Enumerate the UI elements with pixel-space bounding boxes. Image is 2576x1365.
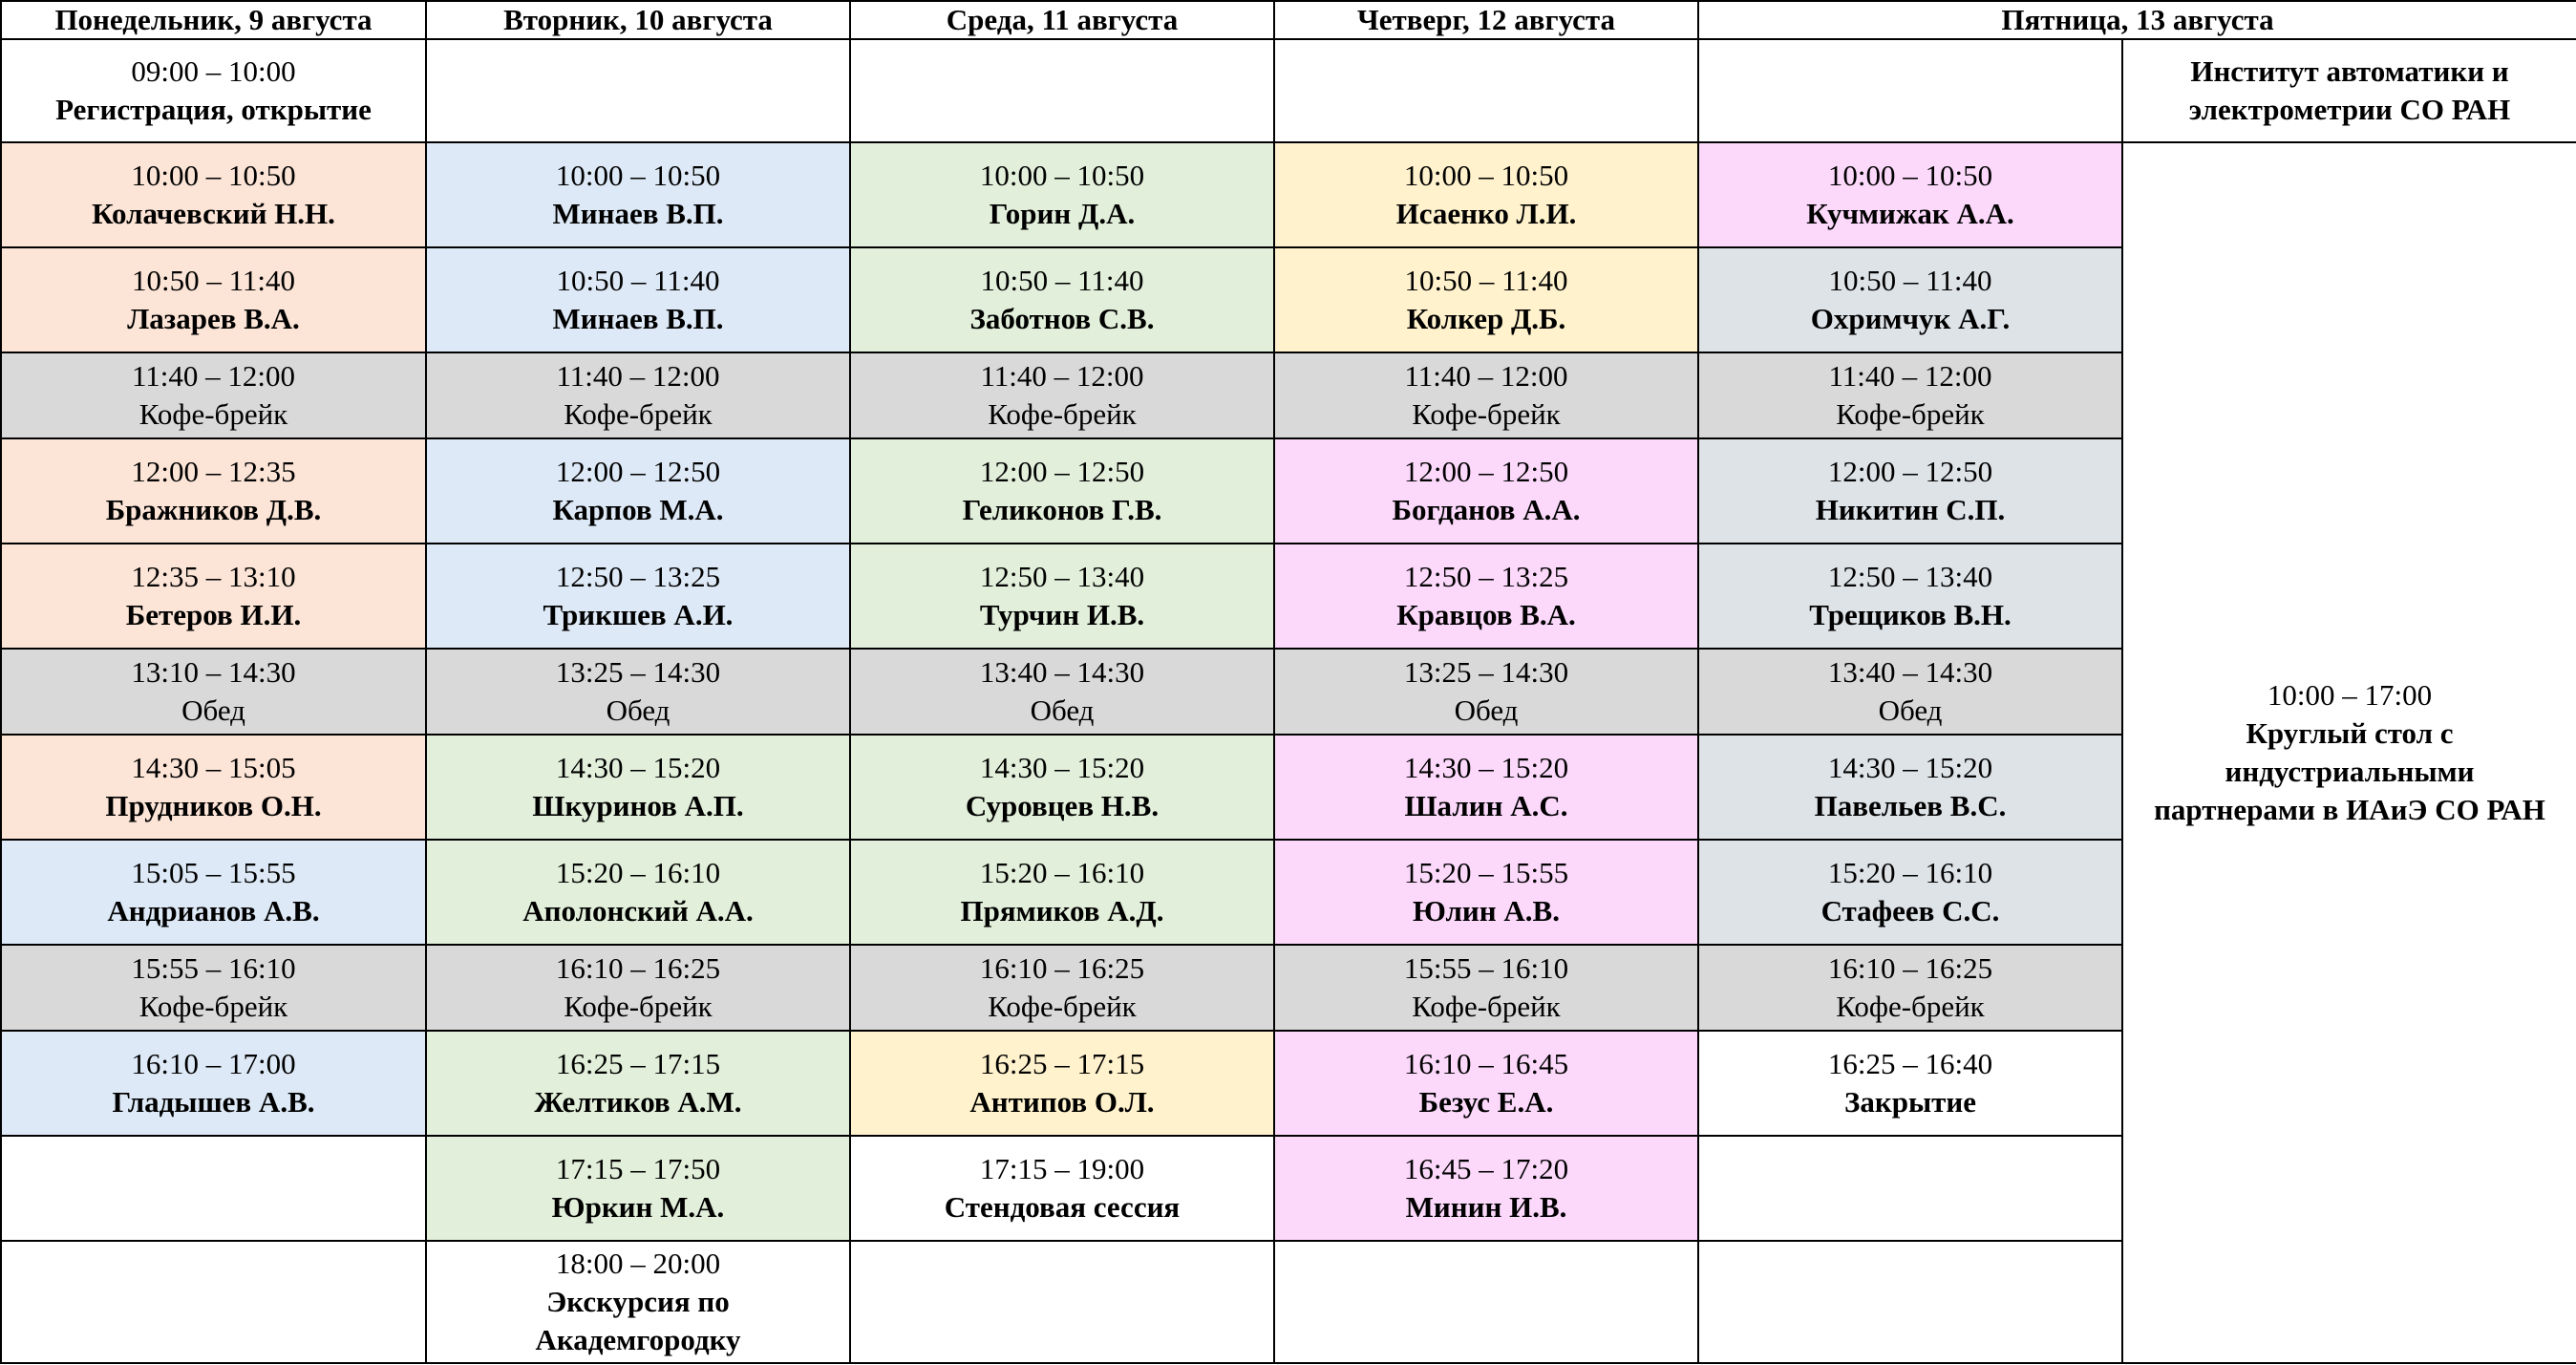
empty-cell: [426, 39, 850, 142]
speaker-name: Никитин С.П.: [1815, 493, 2006, 526]
slot-time: 11:40 – 12:00: [1404, 359, 1568, 393]
talk-cell: [1698, 735, 2122, 840]
speaker-name: Горин Д.А.: [989, 197, 1136, 230]
break-label: Кофе-брейк: [1836, 990, 1985, 1023]
slot-time: 16:10 – 16:45: [1403, 1047, 1569, 1080]
closing-cell: [1698, 1031, 2122, 1136]
break-cell: [1698, 945, 2122, 1031]
slot-time: 17:15 – 17:50: [555, 1152, 721, 1185]
speaker-name: Бетеров И.И.: [125, 598, 302, 631]
slot-time: 16:45 – 17:20: [1403, 1152, 1569, 1185]
speaker-name: Турчин И.В.: [979, 598, 1145, 631]
break-cell: [850, 352, 1274, 438]
slot-time: 16:25 – 17:15: [979, 1047, 1145, 1080]
speaker-name: Андрианов А.В.: [107, 894, 320, 928]
empty-cell: [1, 1136, 426, 1241]
slot-time: 12:00 – 12:50: [1827, 455, 1993, 488]
slot-time: 10:00 – 10:50: [979, 159, 1145, 192]
slot-time: 14:30 – 15:20: [1827, 751, 1993, 784]
break-cell: [1, 352, 426, 438]
institute-cell: [2122, 39, 2576, 142]
talk-cell: [850, 142, 1274, 247]
speaker-name: Шалин А.С.: [1404, 789, 1568, 822]
slot-time: 15:20 – 16:10: [1827, 856, 1993, 889]
talk-cell: [1698, 840, 2122, 945]
break-cell: [850, 649, 1274, 735]
break-cell: [426, 649, 850, 735]
slot-time: 14:30 – 15:20: [979, 751, 1145, 784]
schedule-row: [1, 142, 2576, 247]
talk-cell: [1698, 142, 2122, 247]
round-table-line: партнерами в ИАиЭ СО РАН: [2154, 793, 2545, 826]
talk-cell: [850, 840, 1274, 945]
talk-cell: [1, 1031, 426, 1136]
speaker-name: Минаев В.П.: [552, 302, 724, 335]
empty-cell: [1698, 39, 2122, 142]
slot-time: 11:40 – 12:00: [980, 359, 1144, 393]
slot-time: 10:50 – 11:40: [1404, 264, 1568, 297]
slot-time: 10:50 – 11:40: [1828, 264, 1992, 297]
talk-cell: [1274, 840, 1698, 945]
speaker-name: Суровцев Н.В.: [965, 789, 1160, 822]
speaker-name: Исаенко Л.И.: [1395, 197, 1577, 230]
break-label: Кофе-брейк: [988, 990, 1137, 1023]
slot-title: Закрытие: [1843, 1085, 1977, 1119]
talk-cell: [1, 544, 426, 649]
break-label: Кофе-брейк: [138, 990, 288, 1023]
slot-time: 14:30 – 15:05: [131, 751, 296, 784]
break-cell: [1274, 352, 1698, 438]
slot-time: 15:05 – 15:55: [131, 856, 296, 889]
slot-time: 16:10 – 16:25: [979, 951, 1145, 985]
empty-cell: [850, 1241, 1274, 1363]
slot-time: 12:35 – 13:10: [131, 560, 296, 593]
day-header-wednesday: Среда, 11 августа: [850, 1, 1274, 39]
break-cell: [1, 945, 426, 1031]
talk-cell: [850, 438, 1274, 544]
break-label: Обед: [1030, 693, 1095, 727]
talk-cell: [1, 247, 426, 352]
speaker-name: Гладышев А.В.: [112, 1085, 315, 1119]
talk-cell: [850, 247, 1274, 352]
speaker-name: Стафеев С.С.: [1820, 894, 2000, 928]
speaker-name: Юлин А.В.: [1413, 894, 1560, 928]
speaker-name: Минаев В.П.: [552, 197, 724, 230]
talk-cell: [426, 544, 850, 649]
speaker-name: Богданов А.А.: [1392, 493, 1581, 526]
slot-time: 13:40 – 14:30: [979, 655, 1145, 689]
round-table-line: индустриальными: [2225, 755, 2475, 788]
talk-cell: [1274, 142, 1698, 247]
excursion-cell: [426, 1241, 850, 1363]
slot-time: 13:10 – 14:30: [131, 655, 296, 689]
talk-cell: [426, 247, 850, 352]
break-label: Кофе-брейк: [138, 397, 288, 431]
break-cell: [850, 945, 1274, 1031]
slot-time: 10:50 – 11:40: [556, 264, 720, 297]
speaker-name: Желтиков А.М.: [534, 1085, 742, 1119]
speaker-name: Прямиков А.Д.: [960, 894, 1164, 928]
slot-time: 10:00 – 10:50: [1827, 159, 1993, 192]
empty-cell: [1698, 1241, 2122, 1363]
talk-cell: [1274, 247, 1698, 352]
slot-time: 13:25 – 14:30: [555, 655, 721, 689]
break-label: Обед: [606, 693, 671, 727]
break-label: Кофе-брейк: [988, 397, 1137, 431]
day-header-thursday: Четверг, 12 августа: [1274, 1, 1698, 39]
talk-cell: [850, 544, 1274, 649]
talk-cell: [1274, 1031, 1698, 1136]
poster-session-cell: [850, 1136, 1274, 1241]
talk-cell: [1, 438, 426, 544]
talk-cell: [1274, 735, 1698, 840]
break-label: Обед: [1454, 693, 1519, 727]
speaker-name: Трикшев А.И.: [543, 598, 734, 631]
talk-cell: [426, 735, 850, 840]
institute-line: электрометрии СО РАН: [2188, 93, 2511, 126]
slot-time: 10:00 – 10:50: [555, 159, 721, 192]
talk-cell: [1274, 438, 1698, 544]
slot-time: 13:40 – 14:30: [1827, 655, 1993, 689]
opening-cell: [1, 39, 426, 142]
slot-time: 16:25 – 16:40: [1827, 1047, 1993, 1080]
slot-title: Стендовая сессия: [944, 1190, 1181, 1224]
header-row: [1, 1, 2576, 39]
speaker-name: Бражников Д.В.: [105, 493, 322, 526]
slot-time: 14:30 – 15:20: [1403, 751, 1569, 784]
talk-cell: [426, 1136, 850, 1241]
slot-time: 12:00 – 12:50: [555, 455, 721, 488]
talk-cell: [426, 1031, 850, 1136]
speaker-name: Заботнов С.В.: [969, 302, 1155, 335]
speaker-name: Безус Е.А.: [1418, 1085, 1554, 1119]
break-label: Кофе-брейк: [1412, 397, 1561, 431]
slot-time: 15:20 – 16:10: [979, 856, 1145, 889]
break-cell: [1698, 649, 2122, 735]
speaker-name: Минин И.В.: [1405, 1190, 1567, 1224]
break-label: Обед: [1878, 693, 1943, 727]
slot-time: 12:50 – 13:40: [1827, 560, 1993, 593]
break-label: Кофе-брейк: [564, 990, 713, 1023]
slot-title: Регистрация, открытие: [55, 93, 372, 126]
speaker-name: Аполонский А.А.: [522, 894, 754, 928]
slot-time: 10:50 – 11:40: [131, 264, 296, 297]
talk-cell: [1698, 438, 2122, 544]
slot-time: 16:10 – 16:25: [555, 951, 721, 985]
speaker-name: Кучмижак А.А.: [1806, 197, 2014, 230]
speaker-name: Юркин М.А.: [551, 1190, 725, 1224]
break-cell: [426, 945, 850, 1031]
slot-time: 09:00 – 10:00: [131, 54, 296, 88]
slot-time: 12:50 – 13:25: [555, 560, 721, 593]
talk-cell: [1, 735, 426, 840]
round-table-cell: [2122, 142, 2576, 1363]
schedule-row: [1, 39, 2576, 142]
speaker-name: Шкуринов А.П.: [532, 789, 744, 822]
slot-time: 11:40 – 12:00: [131, 359, 296, 393]
slot-time: 10:50 – 11:40: [980, 264, 1144, 297]
slot-time: 16:10 – 16:25: [1827, 951, 1993, 985]
slot-time: 15:55 – 16:10: [1403, 951, 1569, 985]
talk-cell: [426, 142, 850, 247]
talk-cell: [426, 438, 850, 544]
break-cell: [1698, 352, 2122, 438]
speaker-name: Колкер Д.Б.: [1406, 302, 1566, 335]
slot-time: 10:00 – 10:50: [131, 159, 296, 192]
speaker-name: Карпов М.А.: [552, 493, 724, 526]
talk-cell: [850, 1031, 1274, 1136]
talk-cell: [1274, 1136, 1698, 1241]
talk-cell: [1698, 544, 2122, 649]
slot-time: 12:00 – 12:50: [1403, 455, 1569, 488]
day-header-friday: Пятница, 13 августа: [1698, 1, 2576, 39]
empty-cell: [1698, 1136, 2122, 1241]
slot-time: 16:25 – 17:15: [555, 1047, 721, 1080]
empty-cell: [1274, 1241, 1698, 1363]
slot-time: 16:10 – 17:00: [131, 1047, 296, 1080]
slot-title: Академгородку: [535, 1323, 741, 1356]
day-header-tuesday: Вторник, 10 августа: [426, 1, 850, 39]
slot-time: 11:40 – 12:00: [556, 359, 720, 393]
speaker-name: Кравцов В.А.: [1396, 598, 1576, 631]
speaker-name: Павельев В.С.: [1814, 789, 2007, 822]
speaker-name: Геликонов Г.В.: [962, 493, 1162, 526]
institute-line: Институт автоматики и: [2190, 54, 2509, 88]
day-header-monday: Понедельник, 9 августа: [1, 1, 426, 39]
break-cell: [1, 649, 426, 735]
slot-time: 15:55 – 16:10: [131, 951, 296, 985]
speaker-name: Прудников О.Н.: [105, 789, 322, 822]
talk-cell: [1, 142, 426, 247]
speaker-name: Трещиков В.Н.: [1809, 598, 2012, 631]
speaker-name: Колачевский Н.Н.: [92, 197, 335, 230]
talk-cell: [1274, 544, 1698, 649]
slot-time: 12:00 – 12:35: [131, 455, 296, 488]
slot-time: 12:00 – 12:50: [979, 455, 1145, 488]
slot-time: 17:15 – 19:00: [979, 1152, 1145, 1185]
slot-time: 10:00 – 10:50: [1403, 159, 1569, 192]
slot-title: Экскурсия по: [546, 1285, 730, 1318]
slot-time: 14:30 – 15:20: [555, 751, 721, 784]
speaker-name: Лазарев В.А.: [127, 302, 300, 335]
talk-cell: [1, 840, 426, 945]
slot-time: 12:50 – 13:25: [1403, 560, 1569, 593]
slot-time: 18:00 – 20:00: [555, 1247, 721, 1280]
empty-cell: [1, 1241, 426, 1363]
break-cell: [1274, 649, 1698, 735]
speaker-name: Антипов О.Л.: [969, 1085, 1155, 1119]
break-label: Кофе-брейк: [1412, 990, 1561, 1023]
slot-time: 11:40 – 12:00: [1828, 359, 1992, 393]
talk-cell: [426, 840, 850, 945]
empty-cell: [850, 39, 1274, 142]
talk-cell: [1698, 247, 2122, 352]
break-label: Обед: [181, 693, 245, 727]
round-table-line: Круглый стол с: [2246, 716, 2454, 750]
slot-time: 15:20 – 16:10: [555, 856, 721, 889]
break-cell: [426, 352, 850, 438]
break-cell: [1274, 945, 1698, 1031]
slot-time: 10:00 – 17:00: [2267, 678, 2433, 712]
slot-time: 13:25 – 14:30: [1403, 655, 1569, 689]
break-label: Кофе-брейк: [1836, 397, 1985, 431]
empty-cell: [1274, 39, 1698, 142]
talk-cell: [850, 735, 1274, 840]
slot-time: 12:50 – 13:40: [979, 560, 1145, 593]
break-label: Кофе-брейк: [564, 397, 713, 431]
speaker-name: Охримчук А.Г.: [1810, 302, 2011, 335]
slot-time: 15:20 – 15:55: [1403, 856, 1569, 889]
